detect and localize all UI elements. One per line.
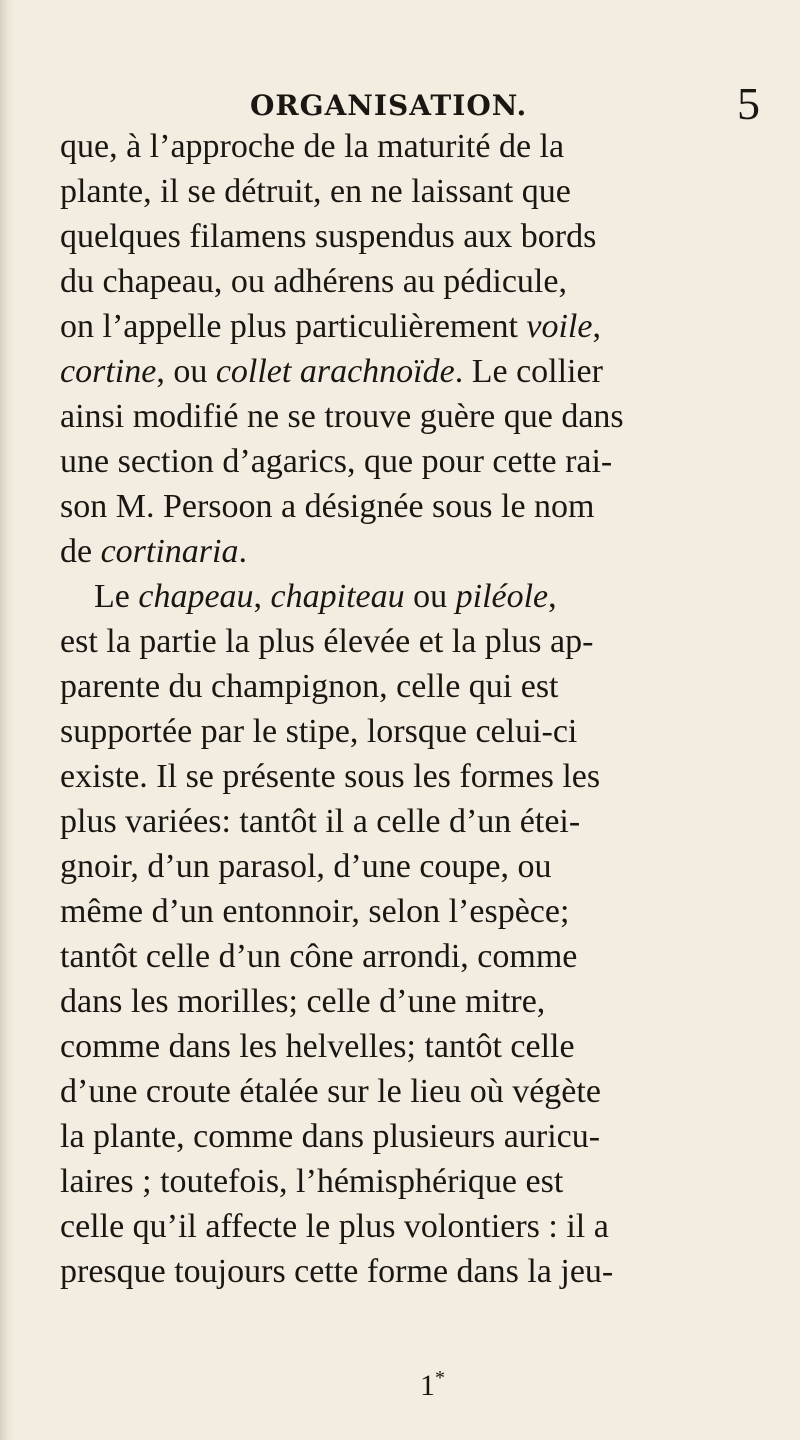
text-line — [60, 889, 780, 934]
text-line — [60, 169, 780, 214]
text-line — [60, 1114, 780, 1159]
text-line — [60, 349, 780, 394]
text-run: , — [253, 578, 271, 615]
text-run: gnoir, d’un parasol, d’une coupe, ou — [60, 848, 552, 885]
text-line — [60, 709, 780, 754]
text-run: tantôt celle d’un cône arrondi, comme — [60, 938, 578, 975]
text-line — [60, 619, 780, 664]
text-run: plus variées: tantôt il a celle d’un étei- — [60, 803, 581, 840]
text-line — [60, 484, 780, 529]
italic-term: cortinaria — [100, 533, 239, 570]
signature-number: 1 — [420, 1369, 435, 1402]
text-run: que, à l’approche de la maturité de la — [60, 128, 565, 165]
text-run: on l’appelle plus particulièrement — [60, 308, 527, 345]
text-run: plante, il se détruit, en ne laissant que — [60, 173, 571, 210]
text-run: presque toujours cette forme dans la jeu- — [60, 1253, 614, 1290]
text-line — [60, 934, 780, 979]
running-title: ORGANISATION. — [250, 89, 528, 122]
text-run: . Le collier — [454, 353, 603, 390]
text-run: quelques filamens suspendus aux bords — [60, 218, 597, 255]
text-line — [60, 304, 780, 349]
page-number: 5 — [737, 78, 760, 129]
text-line — [60, 1204, 780, 1249]
italic-term: cortine — [60, 353, 157, 390]
text-line — [60, 1159, 780, 1204]
text-line — [60, 754, 780, 799]
italic-term: piléole — [455, 578, 549, 615]
text-run: du chapeau, ou adhérens au pédicule, — [60, 263, 567, 300]
signature-mark — [420, 1360, 445, 1404]
text-run: est la partie la plus élevée et la plus ap- — [60, 623, 594, 660]
text-run: laires ; toutefois, l’hémisphérique est — [60, 1163, 564, 1200]
text-line — [60, 394, 780, 439]
body-text — [60, 124, 780, 1294]
text-line — [60, 1024, 780, 1069]
text-line — [60, 574, 780, 619]
text-run: d’une croute étalée sur le lieu où végète — [60, 1073, 601, 1110]
text-run: Le — [60, 578, 139, 615]
text-line — [60, 1249, 780, 1294]
italic-term: voile — [526, 308, 593, 345]
text-line — [60, 799, 780, 844]
text-line — [60, 529, 780, 574]
text-run: , — [548, 578, 557, 615]
text-run: . — [238, 533, 247, 570]
text-run: son M. Persoon a désignée sous le nom — [60, 488, 595, 525]
text-run: ou — [404, 578, 456, 615]
text-run: celle qu’il affecte le plus volontiers : il a — [60, 1208, 609, 1245]
text-run: même d’un entonnoir, selon l’espèce; — [60, 893, 570, 930]
signature-asterisk: * — [435, 1367, 445, 1389]
text-run: dans les morilles; celle d’une mitre, — [60, 983, 546, 1020]
text-run: comme dans les helvelles; tantôt celle — [60, 1028, 575, 1065]
text-run: de — [60, 533, 101, 570]
text-run: une section d’agarics, que pour cette rai- — [60, 443, 613, 480]
text-run: , — [592, 308, 601, 345]
text-line — [60, 259, 780, 304]
text-run: existe. Il se présente sous les formes les — [60, 758, 601, 795]
text-run: supportée par le stipe, lorsque celui-ci — [60, 713, 578, 750]
text-line — [60, 1069, 780, 1114]
text-line — [60, 664, 780, 709]
italic-term: chapiteau — [270, 578, 405, 615]
page-edge-shadow — [0, 0, 14, 1440]
text-line — [60, 214, 780, 259]
text-run: parente du champignon, celle qui est — [60, 668, 559, 705]
text-line — [60, 124, 780, 169]
text-run: ainsi modifié ne se trouve guère que dans — [60, 398, 624, 435]
text-line — [60, 979, 780, 1024]
text-line — [60, 844, 780, 889]
text-run: la plante, comme dans plusieurs auricu- — [60, 1118, 601, 1155]
text-line — [60, 439, 780, 484]
italic-term: collet arachnoïde — [215, 353, 455, 390]
text-run: , ou — [156, 353, 216, 390]
italic-term: chapeau — [138, 578, 254, 615]
